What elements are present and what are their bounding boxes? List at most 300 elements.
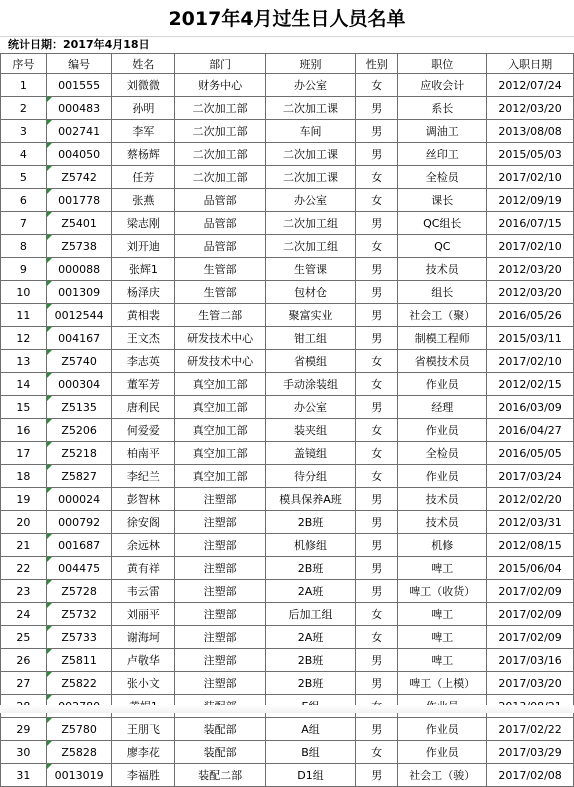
cell-name[interactable]: 王文杰 xyxy=(112,327,175,350)
cell-position[interactable]: 全检员 xyxy=(398,166,487,189)
cell-name[interactable]: 何爱爱 xyxy=(112,419,175,442)
cell-dept[interactable]: 注塑部 xyxy=(175,557,266,580)
cell-gender[interactable]: 男 xyxy=(356,143,398,166)
cell-gender[interactable]: 女 xyxy=(356,373,398,396)
cell-gender[interactable]: 男 xyxy=(356,488,398,511)
cell-seq[interactable]: 29 xyxy=(1,718,47,741)
cell-position[interactable]: 社会工（聚） xyxy=(398,304,487,327)
cell-name[interactable]: 黄相裴 xyxy=(112,304,175,327)
cell-dept[interactable]: 注塑部 xyxy=(175,603,266,626)
col-header-seq: 序号 xyxy=(1,54,47,74)
cell-id[interactable] xyxy=(46,580,112,603)
cell-team[interactable]: 2A班 xyxy=(265,580,355,603)
cell-team[interactable]: D1组 xyxy=(265,764,355,787)
cell-text: Z5401 xyxy=(61,216,97,230)
cell-gender[interactable]: 男 xyxy=(356,557,398,580)
cell-dept[interactable]: 生管部 xyxy=(175,281,266,304)
cell-name[interactable]: 黄有祥 xyxy=(112,557,175,580)
text-number-indicator-icon xyxy=(47,764,52,769)
cell-hire-date[interactable]: 2017/02/10 xyxy=(487,166,574,189)
cell-position[interactable]: 作业员 xyxy=(398,718,487,741)
cell-hire-date[interactable]: 2016/05/26 xyxy=(487,304,574,327)
sheet-bottom-edge xyxy=(0,705,574,713)
cell-position[interactable]: 制模工程师 xyxy=(398,327,487,350)
cell-position[interactable]: 作业员 xyxy=(398,373,487,396)
table-row xyxy=(1,511,574,534)
cell-text: 000024 xyxy=(58,492,101,506)
cell-dept[interactable]: 真空加工部 xyxy=(175,419,266,442)
cell-gender[interactable]: 男 xyxy=(356,327,398,350)
cell-name[interactable]: 张小文 xyxy=(112,672,175,695)
cell-id[interactable] xyxy=(46,189,112,212)
cell-seq[interactable]: 4 xyxy=(1,143,47,166)
cell-name[interactable]: 柏南平 xyxy=(112,442,175,465)
cell-position[interactable]: QC xyxy=(398,235,487,258)
cell-seq[interactable]: 23 xyxy=(1,580,47,603)
cell-text: Z5218 xyxy=(61,446,97,460)
cell-dept[interactable]: 二次加工部 xyxy=(175,120,266,143)
cell-dept[interactable]: 生管部 xyxy=(175,258,266,281)
text-number-indicator-icon xyxy=(47,718,52,723)
cell-position[interactable]: 组长 xyxy=(398,281,487,304)
cell-position[interactable]: 作业员 xyxy=(398,741,487,764)
cell-name[interactable]: 李军 xyxy=(112,120,175,143)
cell-position[interactable]: 经理 xyxy=(398,396,487,419)
cell-hire-date[interactable]: 2012/08/15 xyxy=(487,534,574,557)
cell-hire-date[interactable]: 2013/08/08 xyxy=(487,120,574,143)
cell-name[interactable]: 任芳 xyxy=(112,166,175,189)
cell-seq[interactable]: 26 xyxy=(1,649,47,672)
cell-name[interactable]: 张燕 xyxy=(112,189,175,212)
cell-gender[interactable]: 男 xyxy=(356,396,398,419)
cell-team[interactable]: 模具保养A班 xyxy=(265,488,355,511)
cell-text: 004475 xyxy=(58,561,101,575)
cell-position[interactable]: 社会工（骏） xyxy=(398,764,487,787)
cell-hire-date[interactable]: 2015/05/03 xyxy=(487,143,574,166)
text-number-indicator-icon xyxy=(47,373,52,378)
table-row xyxy=(1,327,574,350)
cell-team[interactable]: 包材仓 xyxy=(265,281,355,304)
cell-team[interactable]: 待分组 xyxy=(265,465,355,488)
cell-name[interactable]: 李志英 xyxy=(112,350,175,373)
cell-text: 004050 xyxy=(58,147,101,161)
cell-team[interactable]: 钳工组 xyxy=(265,327,355,350)
cell-hire-date[interactable]: 2017/02/10 xyxy=(487,235,574,258)
text-number-indicator-icon xyxy=(47,212,52,217)
cell-text: Z5206 xyxy=(61,423,97,437)
cell-gender[interactable]: 女 xyxy=(356,235,398,258)
cell-hire-date[interactable]: 2017/02/22 xyxy=(487,718,574,741)
cell-id[interactable] xyxy=(46,304,112,327)
cell-seq[interactable]: 5 xyxy=(1,166,47,189)
cell-id[interactable] xyxy=(46,350,112,373)
cell-text: 0013019 xyxy=(54,768,104,782)
cell-dept[interactable]: 二次加工部 xyxy=(175,166,266,189)
cell-text: 000088 xyxy=(58,262,101,276)
cell-id[interactable] xyxy=(46,281,112,304)
cell-position[interactable]: 作业员 xyxy=(398,419,487,442)
cell-id[interactable] xyxy=(46,626,112,649)
cell-gender[interactable]: 女 xyxy=(356,741,398,764)
cell-name[interactable]: 余远林 xyxy=(112,534,175,557)
cell-seq[interactable]: 10 xyxy=(1,281,47,304)
cell-gender[interactable]: 女 xyxy=(356,350,398,373)
cell-position[interactable]: 丝印工 xyxy=(398,143,487,166)
table-row xyxy=(1,442,574,465)
cell-gender[interactable]: 女 xyxy=(356,419,398,442)
cell-text: Z5742 xyxy=(61,170,97,184)
cell-team[interactable]: 二次加工组 xyxy=(265,235,355,258)
cell-seq[interactable]: 17 xyxy=(1,442,47,465)
cell-seq[interactable]: 31 xyxy=(1,764,47,787)
cell-team[interactable]: 二次加工课 xyxy=(265,97,355,120)
cell-seq[interactable]: 3 xyxy=(1,120,47,143)
cell-position[interactable]: 机修 xyxy=(398,534,487,557)
cell-position[interactable]: 省模技术员 xyxy=(398,350,487,373)
cell-position[interactable]: 啤工 xyxy=(398,557,487,580)
cell-hire-date[interactable]: 2012/03/20 xyxy=(487,258,574,281)
cell-id[interactable] xyxy=(46,672,112,695)
cell-dept[interactable]: 注塑部 xyxy=(175,488,266,511)
cell-team[interactable]: B组 xyxy=(265,741,355,764)
text-number-indicator-icon xyxy=(47,120,52,125)
table-row xyxy=(1,649,574,672)
cell-position[interactable]: 技术员 xyxy=(398,488,487,511)
cell-id[interactable] xyxy=(46,212,112,235)
cell-team[interactable]: A组 xyxy=(265,718,355,741)
cell-hire-date[interactable]: 2016/07/15 xyxy=(487,212,574,235)
cell-hire-date[interactable]: 2012/03/20 xyxy=(487,281,574,304)
cell-gender[interactable]: 女 xyxy=(356,442,398,465)
text-number-indicator-icon xyxy=(47,626,52,631)
cell-seq[interactable]: 19 xyxy=(1,488,47,511)
cell-name[interactable]: 韦云雷 xyxy=(112,580,175,603)
cell-seq[interactable]: 12 xyxy=(1,327,47,350)
cell-hire-date[interactable]: 2017/03/16 xyxy=(487,649,574,672)
cell-seq[interactable]: 25 xyxy=(1,626,47,649)
cell-dept[interactable]: 真空加工部 xyxy=(175,465,266,488)
cell-dept[interactable]: 真空加工部 xyxy=(175,442,266,465)
cell-hire-date[interactable]: 2016/03/09 xyxy=(487,396,574,419)
cell-hire-date[interactable]: 2015/06/04 xyxy=(487,557,574,580)
cell-id[interactable] xyxy=(46,465,112,488)
cell-gender[interactable]: 男 xyxy=(356,672,398,695)
table-row xyxy=(1,350,574,373)
table-row xyxy=(1,304,574,327)
cell-name[interactable]: 杨泽庆 xyxy=(112,281,175,304)
cell-hire-date[interactable]: 2017/02/09 xyxy=(487,580,574,603)
cell-position[interactable]: 啤工（上模） xyxy=(398,672,487,695)
col-header-id: 编号 xyxy=(46,54,112,74)
cell-seq[interactable]: 13 xyxy=(1,350,47,373)
table-row xyxy=(1,465,574,488)
cell-team[interactable]: 二次加工组 xyxy=(265,212,355,235)
table-row xyxy=(1,672,574,695)
cell-position[interactable]: 全检员 xyxy=(398,442,487,465)
cell-dept[interactable]: 二次加工部 xyxy=(175,97,266,120)
cell-gender[interactable]: 女 xyxy=(356,626,398,649)
cell-id[interactable] xyxy=(46,442,112,465)
table-row xyxy=(1,373,574,396)
text-number-indicator-icon xyxy=(47,672,52,677)
text-number-indicator-icon xyxy=(47,235,52,240)
cell-seq[interactable]: 24 xyxy=(1,603,47,626)
cell-position[interactable]: 技术员 xyxy=(398,258,487,281)
cell-id[interactable]: 001555 xyxy=(46,74,112,97)
text-number-indicator-icon xyxy=(47,281,52,286)
cell-id[interactable]: 000792 xyxy=(46,511,112,534)
cell-seq[interactable]: 22 xyxy=(1,557,47,580)
cell-id[interactable] xyxy=(46,235,112,258)
cell-seq[interactable]: 8 xyxy=(1,235,47,258)
cell-dept[interactable]: 真空加工部 xyxy=(175,396,266,419)
cell-name[interactable]: 彭智林 xyxy=(112,488,175,511)
cell-id[interactable] xyxy=(46,419,112,442)
cell-id[interactable] xyxy=(46,166,112,189)
cell-seq[interactable]: 15 xyxy=(1,396,47,419)
cell-dept[interactable]: 财务中心 xyxy=(175,74,266,97)
cell-hire-date[interactable]: 2012/07/24 xyxy=(487,74,574,97)
table-row xyxy=(1,741,574,764)
cell-hire-date[interactable]: 2017/02/09 xyxy=(487,603,574,626)
sheet-title: 2017年4月过生日人员名单 xyxy=(168,8,406,30)
cell-dept[interactable]: 二次加工部 xyxy=(175,143,266,166)
cell-id[interactable] xyxy=(46,373,112,396)
cell-hire-date[interactable]: 2017/02/10 xyxy=(487,350,574,373)
cell-id[interactable] xyxy=(46,534,112,557)
cell-dept[interactable]: 生管二部 xyxy=(175,304,266,327)
cell-dept[interactable]: 注塑部 xyxy=(175,511,266,534)
cell-seq[interactable]: 18 xyxy=(1,465,47,488)
text-number-indicator-icon xyxy=(47,166,52,171)
cell-gender[interactable]: 女 xyxy=(356,465,398,488)
cell-text: 000304 xyxy=(58,377,101,391)
cell-id[interactable] xyxy=(46,603,112,626)
cell-position[interactable]: 啤工 xyxy=(398,649,487,672)
cell-hire-date[interactable]: 2016/05/05 xyxy=(487,442,574,465)
cell-name[interactable]: 谢海坷 xyxy=(112,626,175,649)
text-number-indicator-icon xyxy=(47,396,52,401)
cell-team[interactable]: 装夹组 xyxy=(265,419,355,442)
col-header-position: 职位 xyxy=(398,54,487,74)
cell-team[interactable]: 省模组 xyxy=(265,350,355,373)
table-row xyxy=(1,143,574,166)
cell-id[interactable] xyxy=(46,649,112,672)
cell-name[interactable]: 董军芳 xyxy=(112,373,175,396)
cell-hire-date[interactable]: 2012/03/31 xyxy=(487,511,574,534)
cell-dept[interactable]: 品管部 xyxy=(175,189,266,212)
cell-dept[interactable]: 品管部 xyxy=(175,212,266,235)
cell-text: Z5811 xyxy=(61,653,97,667)
cell-name[interactable]: 刘开迪 xyxy=(112,235,175,258)
cell-seq[interactable]: 20 xyxy=(1,511,47,534)
cell-hire-date[interactable]: 2017/03/20 xyxy=(487,672,574,695)
cell-name[interactable]: 孙明 xyxy=(112,97,175,120)
cell-position[interactable]: 啤工 xyxy=(398,603,487,626)
cell-name[interactable]: 徐安阁 xyxy=(112,511,175,534)
cell-dept[interactable]: 研发技术中心 xyxy=(175,350,266,373)
cell-team[interactable]: 二次加工课 xyxy=(265,166,355,189)
table-row xyxy=(1,189,574,212)
cell-dept[interactable]: 注塑部 xyxy=(175,580,266,603)
cell-team[interactable]: 2B班 xyxy=(265,557,355,580)
cell-team[interactable]: 后加工组 xyxy=(265,603,355,626)
text-number-indicator-icon xyxy=(47,97,52,102)
cell-hire-date[interactable]: 2017/03/29 xyxy=(487,741,574,764)
cell-hire-date[interactable]: 2017/02/08 xyxy=(487,764,574,787)
cell-team[interactable]: 生管课 xyxy=(265,258,355,281)
cell-id[interactable] xyxy=(46,258,112,281)
cell-dept[interactable]: 注塑部 xyxy=(175,672,266,695)
cell-name[interactable]: 刘丽平 xyxy=(112,603,175,626)
cell-position[interactable]: QC组长 xyxy=(398,212,487,235)
cell-id[interactable] xyxy=(46,327,112,350)
cell-position[interactable]: 系长 xyxy=(398,97,487,120)
col-header-dept: 部门 xyxy=(175,54,266,74)
cell-name[interactable]: 廖李花 xyxy=(112,741,175,764)
cell-hire-date[interactable]: 2015/03/11 xyxy=(487,327,574,350)
cell-id[interactable] xyxy=(46,741,112,764)
table-row xyxy=(1,419,574,442)
cell-hire-date[interactable]: 2012/03/20 xyxy=(487,97,574,120)
cell-gender[interactable]: 男 xyxy=(356,764,398,787)
cell-gender[interactable]: 男 xyxy=(356,212,398,235)
cell-hire-date[interactable]: 2016/04/27 xyxy=(487,419,574,442)
cell-name[interactable]: 王朋飞 xyxy=(112,718,175,741)
header-row xyxy=(1,54,574,74)
table-row xyxy=(1,235,574,258)
table-row xyxy=(1,603,574,626)
cell-dept[interactable]: 研发技术中心 xyxy=(175,327,266,350)
cell-hire-date[interactable]: 2012/02/15 xyxy=(487,373,574,396)
table-row xyxy=(1,396,574,419)
cell-hire-date[interactable]: 2017/02/09 xyxy=(487,626,574,649)
cell-gender[interactable]: 男 xyxy=(356,97,398,120)
cell-position[interactable]: 啤工 xyxy=(398,626,487,649)
table-row xyxy=(1,488,574,511)
cell-id[interactable] xyxy=(46,488,112,511)
cell-seq[interactable]: 2 xyxy=(1,97,47,120)
cell-dept[interactable]: 注塑部 xyxy=(175,534,266,557)
cell-seq[interactable]: 1 xyxy=(1,74,47,97)
cell-name[interactable]: 卢敬华 xyxy=(112,649,175,672)
cell-position[interactable]: 应收会计 xyxy=(398,74,487,97)
cell-name[interactable]: 李福胜 xyxy=(112,764,175,787)
cell-team[interactable]: 办公室 xyxy=(265,396,355,419)
cell-hire-date[interactable]: 2012/02/20 xyxy=(487,488,574,511)
cell-gender[interactable]: 男 xyxy=(356,304,398,327)
cell-gender[interactable]: 男 xyxy=(356,718,398,741)
cell-name[interactable]: 蔡杨辉 xyxy=(112,143,175,166)
cell-position[interactable]: 调油工 xyxy=(398,120,487,143)
cell-id[interactable] xyxy=(46,143,112,166)
cell-dept[interactable]: 注塑部 xyxy=(175,649,266,672)
cell-position[interactable]: 啤工（收货） xyxy=(398,580,487,603)
cell-dept[interactable]: 装配部 xyxy=(175,741,266,764)
cell-team[interactable]: 2B班 xyxy=(265,649,355,672)
cell-team[interactable]: 二次加工课 xyxy=(265,143,355,166)
cell-hire-date[interactable]: 2017/03/24 xyxy=(487,465,574,488)
cell-seq[interactable]: 30 xyxy=(1,741,47,764)
table-row xyxy=(1,626,574,649)
cell-gender[interactable]: 女 xyxy=(356,166,398,189)
cell-team[interactable]: 聚富实业 xyxy=(265,304,355,327)
cell-name[interactable]: 唐利民 xyxy=(112,396,175,419)
cell-gender[interactable]: 男 xyxy=(356,580,398,603)
cell-id[interactable] xyxy=(46,97,112,120)
cell-gender[interactable]: 女 xyxy=(356,603,398,626)
cell-id[interactable] xyxy=(46,557,112,580)
cell-id[interactable] xyxy=(46,764,112,787)
cell-name[interactable]: 张辉1 xyxy=(112,258,175,281)
table-row xyxy=(1,718,574,741)
cell-name[interactable]: 刘微微 xyxy=(112,74,175,97)
cell-gender[interactable]: 男 xyxy=(356,649,398,672)
cell-id[interactable] xyxy=(46,396,112,419)
cell-seq[interactable]: 14 xyxy=(1,373,47,396)
cell-team[interactable]: 盖镜组 xyxy=(265,442,355,465)
cell-gender[interactable]: 男 xyxy=(356,120,398,143)
cell-gender[interactable]: 男 xyxy=(356,534,398,557)
cell-seq[interactable]: 9 xyxy=(1,258,47,281)
cell-position[interactable]: 技术员 xyxy=(398,511,487,534)
text-number-indicator-icon xyxy=(47,649,52,654)
cell-team[interactable]: 手动涂装组 xyxy=(265,373,355,396)
cell-hire-date[interactable]: 2012/09/19 xyxy=(487,189,574,212)
text-number-indicator-icon xyxy=(47,143,52,148)
cell-name[interactable]: 梁志刚 xyxy=(112,212,175,235)
cell-text: Z5135 xyxy=(61,400,97,414)
cell-text: 001778 xyxy=(58,193,101,207)
text-number-indicator-icon xyxy=(47,580,52,585)
cell-seq[interactable]: 16 xyxy=(1,419,47,442)
cell-seq[interactable]: 27 xyxy=(1,672,47,695)
cell-text: 004167 xyxy=(58,331,101,345)
cell-dept[interactable]: 注塑部 xyxy=(175,626,266,649)
cell-gender[interactable]: 男 xyxy=(356,511,398,534)
cell-id[interactable] xyxy=(46,718,112,741)
cell-gender[interactable]: 女 xyxy=(356,189,398,212)
cell-position[interactable]: 课长 xyxy=(398,189,487,212)
cell-dept[interactable]: 品管部 xyxy=(175,235,266,258)
cell-dept[interactable]: 装配二部 xyxy=(175,764,266,787)
cell-team[interactable]: 办公室 xyxy=(265,74,355,97)
cell-dept[interactable]: 真空加工部 xyxy=(175,373,266,396)
cell-gender[interactable]: 男 xyxy=(356,281,398,304)
cell-seq[interactable]: 6 xyxy=(1,189,47,212)
text-number-indicator-icon xyxy=(47,465,52,470)
cell-gender[interactable]: 女 xyxy=(356,74,398,97)
cell-team[interactable]: 办公室 xyxy=(265,189,355,212)
cell-team[interactable]: 2B班 xyxy=(265,672,355,695)
cell-name[interactable]: 李纪兰 xyxy=(112,465,175,488)
cell-seq[interactable]: 7 xyxy=(1,212,47,235)
cell-team[interactable]: 车间 xyxy=(265,120,355,143)
table-row xyxy=(1,74,574,97)
cell-seq[interactable]: 21 xyxy=(1,534,47,557)
cell-team[interactable]: 2A班 xyxy=(265,626,355,649)
cell-text: Z5827 xyxy=(61,469,97,483)
cell-team[interactable]: 2B班 xyxy=(265,511,355,534)
cell-position[interactable]: 作业员 xyxy=(398,465,487,488)
cell-dept[interactable]: 装配部 xyxy=(175,718,266,741)
cell-gender[interactable]: 男 xyxy=(356,258,398,281)
cell-team[interactable]: 机修组 xyxy=(265,534,355,557)
cell-seq[interactable]: 11 xyxy=(1,304,47,327)
col-header-name: 姓名 xyxy=(112,54,175,74)
text-number-indicator-icon xyxy=(47,741,52,746)
cell-id[interactable] xyxy=(46,120,112,143)
